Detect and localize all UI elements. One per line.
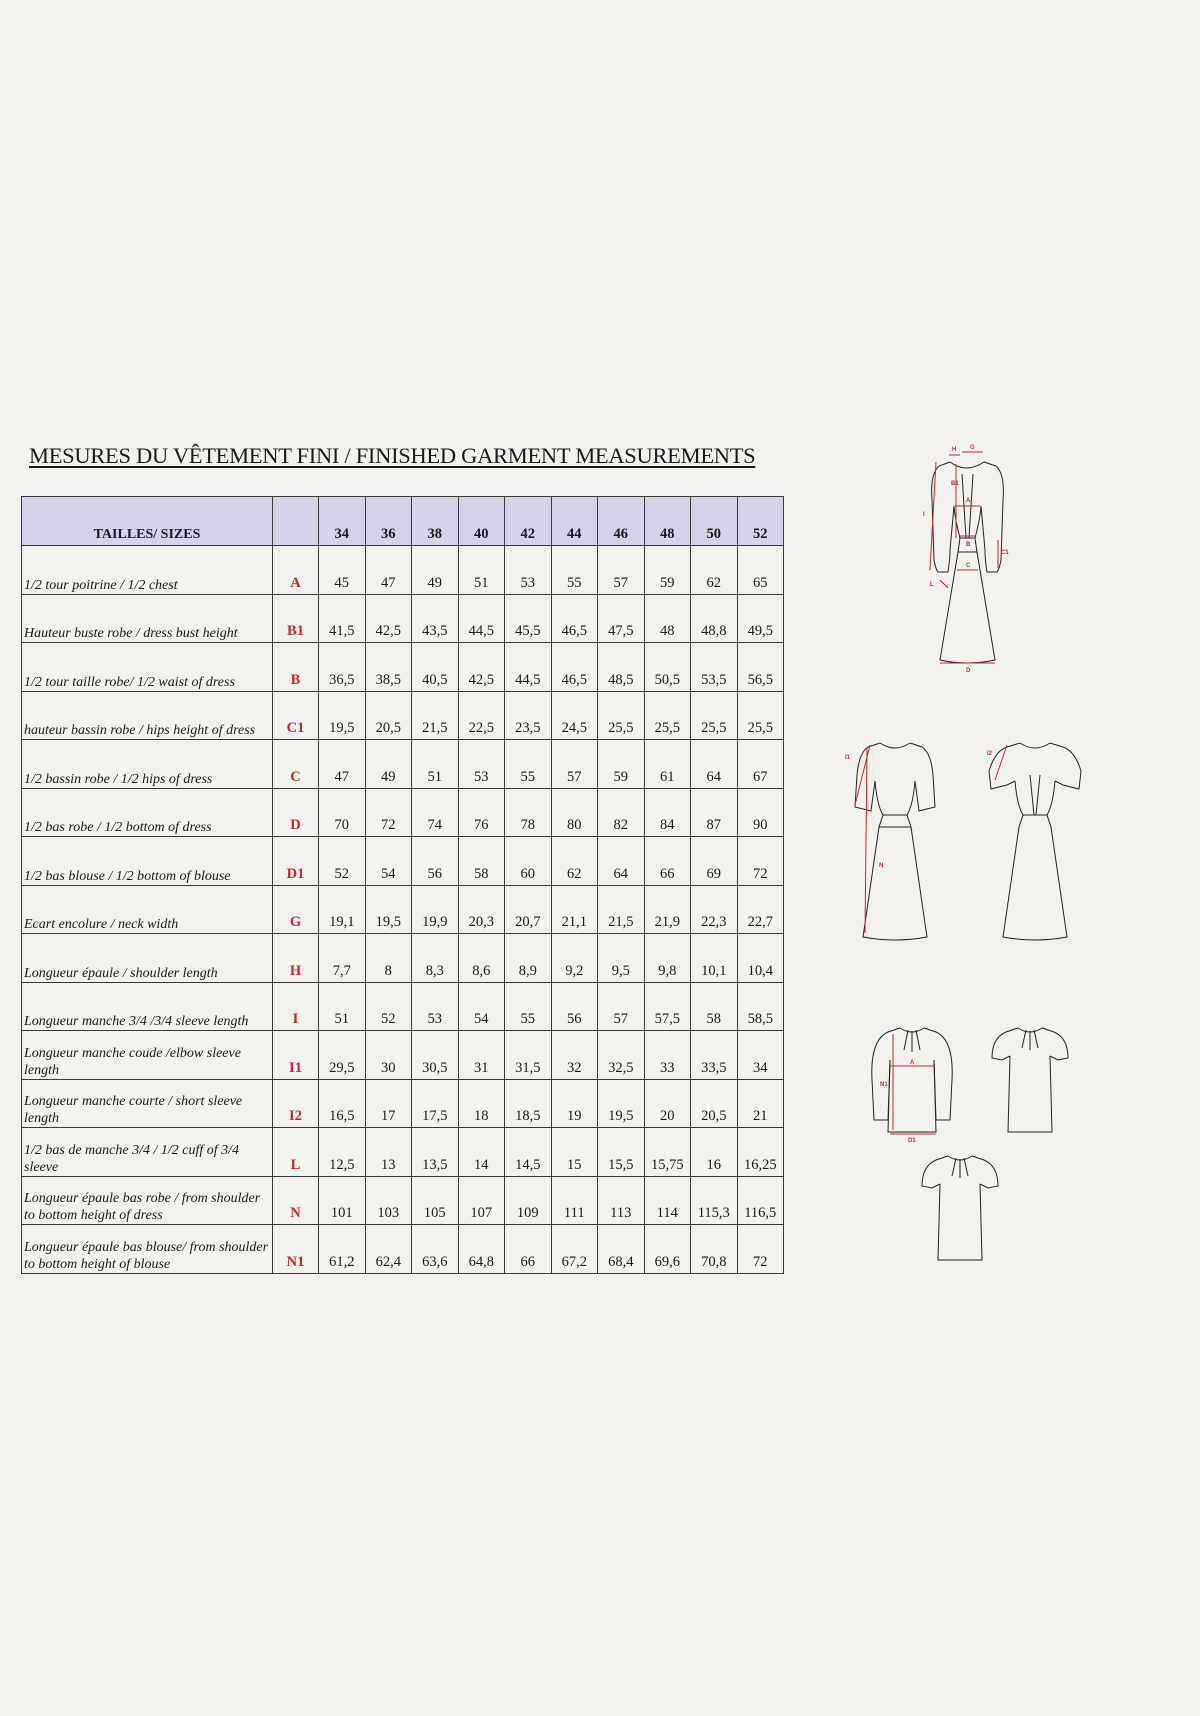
- measurement-label: Hauteur buste robe / dress bust height: [22, 594, 273, 643]
- measurement-value: 40,5: [412, 643, 459, 692]
- measurement-value: 15,5: [598, 1128, 645, 1177]
- measurement-value: 17: [365, 1079, 412, 1128]
- page-title: MESURES DU VÊTEMENT FINI / FINISHED GARMENT MEASUREMENTS: [29, 443, 756, 468]
- size-header-cell: 36: [365, 497, 412, 546]
- blouses-figure: [860, 1020, 1085, 1270]
- measurement-value: 64: [691, 740, 738, 789]
- label-i1: I1: [845, 755, 851, 761]
- measurement-value: 48,5: [598, 643, 645, 692]
- measurement-value: 19,5: [598, 1079, 645, 1128]
- measurement-value: 21,5: [598, 885, 645, 934]
- measurement-value: 45: [319, 546, 366, 595]
- measurement-value: 14,5: [505, 1128, 552, 1177]
- table-row: [22, 788, 784, 837]
- measurement-value: 17,5: [412, 1079, 459, 1128]
- measurement-value: 20,3: [458, 885, 505, 934]
- measurement-value: 12,5: [319, 1128, 366, 1177]
- measurement-label: hauteur bassin robe / hips height of dress: [22, 691, 273, 740]
- measurement-value: 72: [737, 1225, 784, 1274]
- measurement-value: 69,6: [644, 1225, 691, 1274]
- measurement-value: 13: [365, 1128, 412, 1177]
- measurement-value: 32: [551, 1031, 598, 1080]
- measurement-value: 22,7: [737, 885, 784, 934]
- code-header-cell: [273, 497, 319, 546]
- measurement-value: 25,5: [737, 691, 784, 740]
- measurement-value: 66: [644, 837, 691, 886]
- measurement-value: 31,5: [505, 1031, 552, 1080]
- measurement-value: 50,5: [644, 643, 691, 692]
- measurement-code: L: [273, 1128, 319, 1177]
- measurement-value: 53: [412, 982, 459, 1031]
- measurement-value: 41,5: [319, 594, 366, 643]
- measurement-value: 25,5: [691, 691, 738, 740]
- measurement-value: 87: [691, 788, 738, 837]
- table-row: [22, 934, 784, 983]
- table-row: [22, 594, 784, 643]
- measurement-value: 47: [319, 740, 366, 789]
- measurement-value: 8,6: [458, 934, 505, 983]
- measurement-label: Longueur manche coude /elbow sleeve length: [22, 1031, 273, 1080]
- measurement-value: 16,25: [737, 1128, 784, 1177]
- measurement-value: 15,75: [644, 1128, 691, 1177]
- measurement-code: C: [273, 740, 319, 789]
- measurement-value: 29,5: [319, 1031, 366, 1080]
- measurement-value: 70,8: [691, 1225, 738, 1274]
- measurement-value: 101: [319, 1176, 366, 1225]
- measurement-value: 10,4: [737, 934, 784, 983]
- size-header-cell: 52: [737, 497, 784, 546]
- measurement-value: 20,7: [505, 885, 552, 934]
- table-row: [22, 691, 784, 740]
- measurement-value: 57: [598, 546, 645, 595]
- measurement-value: 31: [458, 1031, 505, 1080]
- measurement-code: D: [273, 788, 319, 837]
- measurement-value: 46,5: [551, 594, 598, 643]
- label-d: D: [966, 668, 971, 674]
- measurement-value: 90: [737, 788, 784, 837]
- measurement-value: 113: [598, 1176, 645, 1225]
- measurement-value: 44,5: [458, 594, 505, 643]
- measurement-value: 19,5: [319, 691, 366, 740]
- measurement-value: 82: [598, 788, 645, 837]
- measurement-value: 54: [365, 837, 412, 886]
- measurement-value: 56: [551, 982, 598, 1031]
- measurement-value: 19,1: [319, 885, 366, 934]
- size-header-cell: 44: [551, 497, 598, 546]
- measurement-value: 18,5: [505, 1079, 552, 1128]
- size-header-cell: 46: [598, 497, 645, 546]
- measurement-code: N: [273, 1176, 319, 1225]
- measurement-value: 32,5: [598, 1031, 645, 1080]
- measurement-value: 19,9: [412, 885, 459, 934]
- measurement-value: 51: [319, 982, 366, 1031]
- measurement-label: Longueur épaule / shoulder length: [22, 934, 273, 983]
- measurement-value: 49: [365, 740, 412, 789]
- measurement-value: 24,5: [551, 691, 598, 740]
- label-i2: I2: [987, 751, 993, 757]
- measurement-value: 20,5: [365, 691, 412, 740]
- measurement-value: 84: [644, 788, 691, 837]
- measurement-value: 44,5: [505, 643, 552, 692]
- measurement-value: 25,5: [598, 691, 645, 740]
- measurement-code: H: [273, 934, 319, 983]
- measurement-label: Longueur épaule bas robe / from shoulder to bottom height of dress: [22, 1176, 273, 1225]
- table-row: [22, 837, 784, 886]
- measurement-value: 58: [691, 982, 738, 1031]
- measurement-value: 20,5: [691, 1079, 738, 1128]
- measurement-label: Longueur manche 3/4 /3/4 sleeve length: [22, 982, 273, 1031]
- measurement-value: 9,5: [598, 934, 645, 983]
- measurement-value: 43,5: [412, 594, 459, 643]
- measurement-value: 61: [644, 740, 691, 789]
- measurement-value: 20: [644, 1079, 691, 1128]
- measurement-value: 13,5: [412, 1128, 459, 1177]
- measurement-value: 19: [551, 1079, 598, 1128]
- measurement-value: 60: [505, 837, 552, 886]
- measurement-value: 103: [365, 1176, 412, 1225]
- measurement-code: I: [273, 982, 319, 1031]
- measurement-value: 70: [319, 788, 366, 837]
- table-row: [22, 740, 784, 789]
- measurement-code: B: [273, 643, 319, 692]
- measurement-value: 105: [412, 1176, 459, 1225]
- measurement-value: 111: [551, 1176, 598, 1225]
- size-header-cell: 42: [505, 497, 552, 546]
- table-row: [22, 1176, 784, 1225]
- measurement-value: 22,5: [458, 691, 505, 740]
- measurement-value: 64: [598, 837, 645, 886]
- measurement-value: 61,2: [319, 1225, 366, 1274]
- measurement-value: 62: [691, 546, 738, 595]
- measurement-value: 42,5: [458, 643, 505, 692]
- measurement-value: 56: [412, 837, 459, 886]
- measurement-value: 48: [644, 594, 691, 643]
- measurement-value: 51: [458, 546, 505, 595]
- measurement-value: 55: [505, 740, 552, 789]
- measurement-value: 56,5: [737, 643, 784, 692]
- label-a: A: [966, 498, 971, 504]
- measurement-value: 8,9: [505, 934, 552, 983]
- measurement-value: 68,4: [598, 1225, 645, 1274]
- measurement-label: 1/2 bassin robe / 1/2 hips of dress: [22, 740, 273, 789]
- measurement-code: N1: [273, 1225, 319, 1274]
- measurement-value: 21,9: [644, 885, 691, 934]
- table-row: [22, 1128, 784, 1177]
- measurement-value: 46,5: [551, 643, 598, 692]
- measurement-value: 74: [412, 788, 459, 837]
- label-a-blouse: A: [910, 1060, 915, 1066]
- measurement-value: 25,5: [644, 691, 691, 740]
- measurement-value: 34: [737, 1031, 784, 1080]
- measurement-value: 15: [551, 1128, 598, 1177]
- measurement-value: 53: [458, 740, 505, 789]
- label-b: B: [966, 542, 971, 548]
- measurement-value: 48,8: [691, 594, 738, 643]
- measurement-label: 1/2 tour taille robe/ 1/2 waist of dress: [22, 643, 273, 692]
- measurement-value: 109: [505, 1176, 552, 1225]
- measurement-value: 72: [365, 788, 412, 837]
- measurement-value: 51: [412, 740, 459, 789]
- measurement-value: 80: [551, 788, 598, 837]
- measurement-value: 52: [319, 837, 366, 886]
- measurement-value: 64,8: [458, 1225, 505, 1274]
- label-h: H: [952, 447, 957, 453]
- measurement-value: 21,1: [551, 885, 598, 934]
- measurement-value: 14: [458, 1128, 505, 1177]
- measurement-value: 76: [458, 788, 505, 837]
- label-c1: C1: [1001, 550, 1009, 556]
- label-g: G: [970, 445, 975, 451]
- measurement-code: A: [273, 546, 319, 595]
- size-header-cell: 34: [319, 497, 366, 546]
- measurement-value: 49: [412, 546, 459, 595]
- measurement-value: 19,5: [365, 885, 412, 934]
- measurement-value: 57: [598, 982, 645, 1031]
- measurement-value: 33,5: [691, 1031, 738, 1080]
- table-row: [22, 643, 784, 692]
- measurement-value: 58: [458, 837, 505, 886]
- size-header-cell: 50: [691, 497, 738, 546]
- measurement-value: 22,3: [691, 885, 738, 934]
- measurement-value: 69: [691, 837, 738, 886]
- measurement-code: D1: [273, 837, 319, 886]
- measurement-value: 8,3: [412, 934, 459, 983]
- measurement-value: 57: [551, 740, 598, 789]
- label-d1: D1: [908, 1138, 916, 1144]
- measurement-value: 47: [365, 546, 412, 595]
- table-row: [22, 885, 784, 934]
- measurement-label: Longueur manche courte / short sleeve length: [22, 1079, 273, 1128]
- measurement-value: 78: [505, 788, 552, 837]
- measurement-value: 42,5: [365, 594, 412, 643]
- measurement-label: 1/2 tour poitrine / 1/2 chest: [22, 546, 273, 595]
- measurement-value: 65: [737, 546, 784, 595]
- short-sleeve-dresses-figure: [835, 735, 1085, 945]
- measurement-value: 16,5: [319, 1079, 366, 1128]
- measurement-value: 67,2: [551, 1225, 598, 1274]
- measurement-code: C1: [273, 691, 319, 740]
- measurement-label: Longueur épaule bas blouse/ from shoulder to bottom height of blouse: [22, 1225, 273, 1274]
- measurement-value: 72: [737, 837, 784, 886]
- measurement-value: 38,5: [365, 643, 412, 692]
- measurement-value: 33: [644, 1031, 691, 1080]
- measurement-value: 52: [365, 982, 412, 1031]
- measurement-value: 49,5: [737, 594, 784, 643]
- measurement-code: I2: [273, 1079, 319, 1128]
- measurement-value: 30: [365, 1031, 412, 1080]
- measurement-code: I1: [273, 1031, 319, 1080]
- measurement-value: 30,5: [412, 1031, 459, 1080]
- measurement-value: 10,1: [691, 934, 738, 983]
- measurement-value: 57,5: [644, 982, 691, 1031]
- label-c: C: [966, 563, 971, 569]
- measurement-value: 55: [551, 546, 598, 595]
- measurement-value: 67: [737, 740, 784, 789]
- measurement-value: 53,5: [691, 643, 738, 692]
- measurement-value: 62,4: [365, 1225, 412, 1274]
- measurement-value: 21: [737, 1079, 784, 1128]
- measurement-value: 45,5: [505, 594, 552, 643]
- size-header-cell: 48: [644, 497, 691, 546]
- measurement-value: 59: [598, 740, 645, 789]
- measurements-table: [21, 496, 784, 1274]
- table-row: [22, 982, 784, 1031]
- measurement-value: 36,5: [319, 643, 366, 692]
- table-row: [22, 1225, 784, 1274]
- label-i: I: [923, 512, 925, 518]
- measurement-code: G: [273, 885, 319, 934]
- measurement-label: 1/2 bas robe / 1/2 bottom of dress: [22, 788, 273, 837]
- table-row: [22, 1031, 784, 1080]
- table-header-row: [22, 497, 784, 546]
- measurement-value: 47,5: [598, 594, 645, 643]
- measurement-value: 63,6: [412, 1225, 459, 1274]
- measurement-value: 21,5: [412, 691, 459, 740]
- size-header-cell: 40: [458, 497, 505, 546]
- measurement-value: 53: [505, 546, 552, 595]
- measurement-value: 18: [458, 1079, 505, 1128]
- size-header-cell: 38: [412, 497, 459, 546]
- measurement-code: B1: [273, 594, 319, 643]
- measurement-value: 54: [458, 982, 505, 1031]
- measurement-value: 58,5: [737, 982, 784, 1031]
- table-row: [22, 1079, 784, 1128]
- measurement-value: 55: [505, 982, 552, 1031]
- measurement-value: 62: [551, 837, 598, 886]
- sizes-header-label: TAILLES/ SIZES: [22, 497, 273, 546]
- label-n1: N1: [880, 1082, 888, 1088]
- measurement-value: 7,7: [319, 934, 366, 983]
- measurement-label: 1/2 bas blouse / 1/2 bottom of blouse: [22, 837, 273, 886]
- label-b1: B1: [951, 481, 959, 487]
- measurement-value: 115,3: [691, 1176, 738, 1225]
- table-row: [22, 546, 784, 595]
- measurement-value: 66: [505, 1225, 552, 1274]
- measurement-value: 114: [644, 1176, 691, 1225]
- measurement-value: 59: [644, 546, 691, 595]
- label-l: L: [930, 582, 934, 588]
- measurement-label: Ecart encolure / neck width: [22, 885, 273, 934]
- measurement-value: 8: [365, 934, 412, 983]
- measurement-value: 9,2: [551, 934, 598, 983]
- measurement-label: 1/2 bas de manche 3/4 / 1/2 cuff of 3/4 sleeve: [22, 1128, 273, 1177]
- label-n: N: [879, 863, 884, 869]
- measurement-value: 107: [458, 1176, 505, 1225]
- measurement-value: 23,5: [505, 691, 552, 740]
- long-sleeve-dress-figure: [910, 440, 1045, 676]
- measurement-value: 116,5: [737, 1176, 784, 1225]
- measurement-value: 9,8: [644, 934, 691, 983]
- measurement-value: 16: [691, 1128, 738, 1177]
